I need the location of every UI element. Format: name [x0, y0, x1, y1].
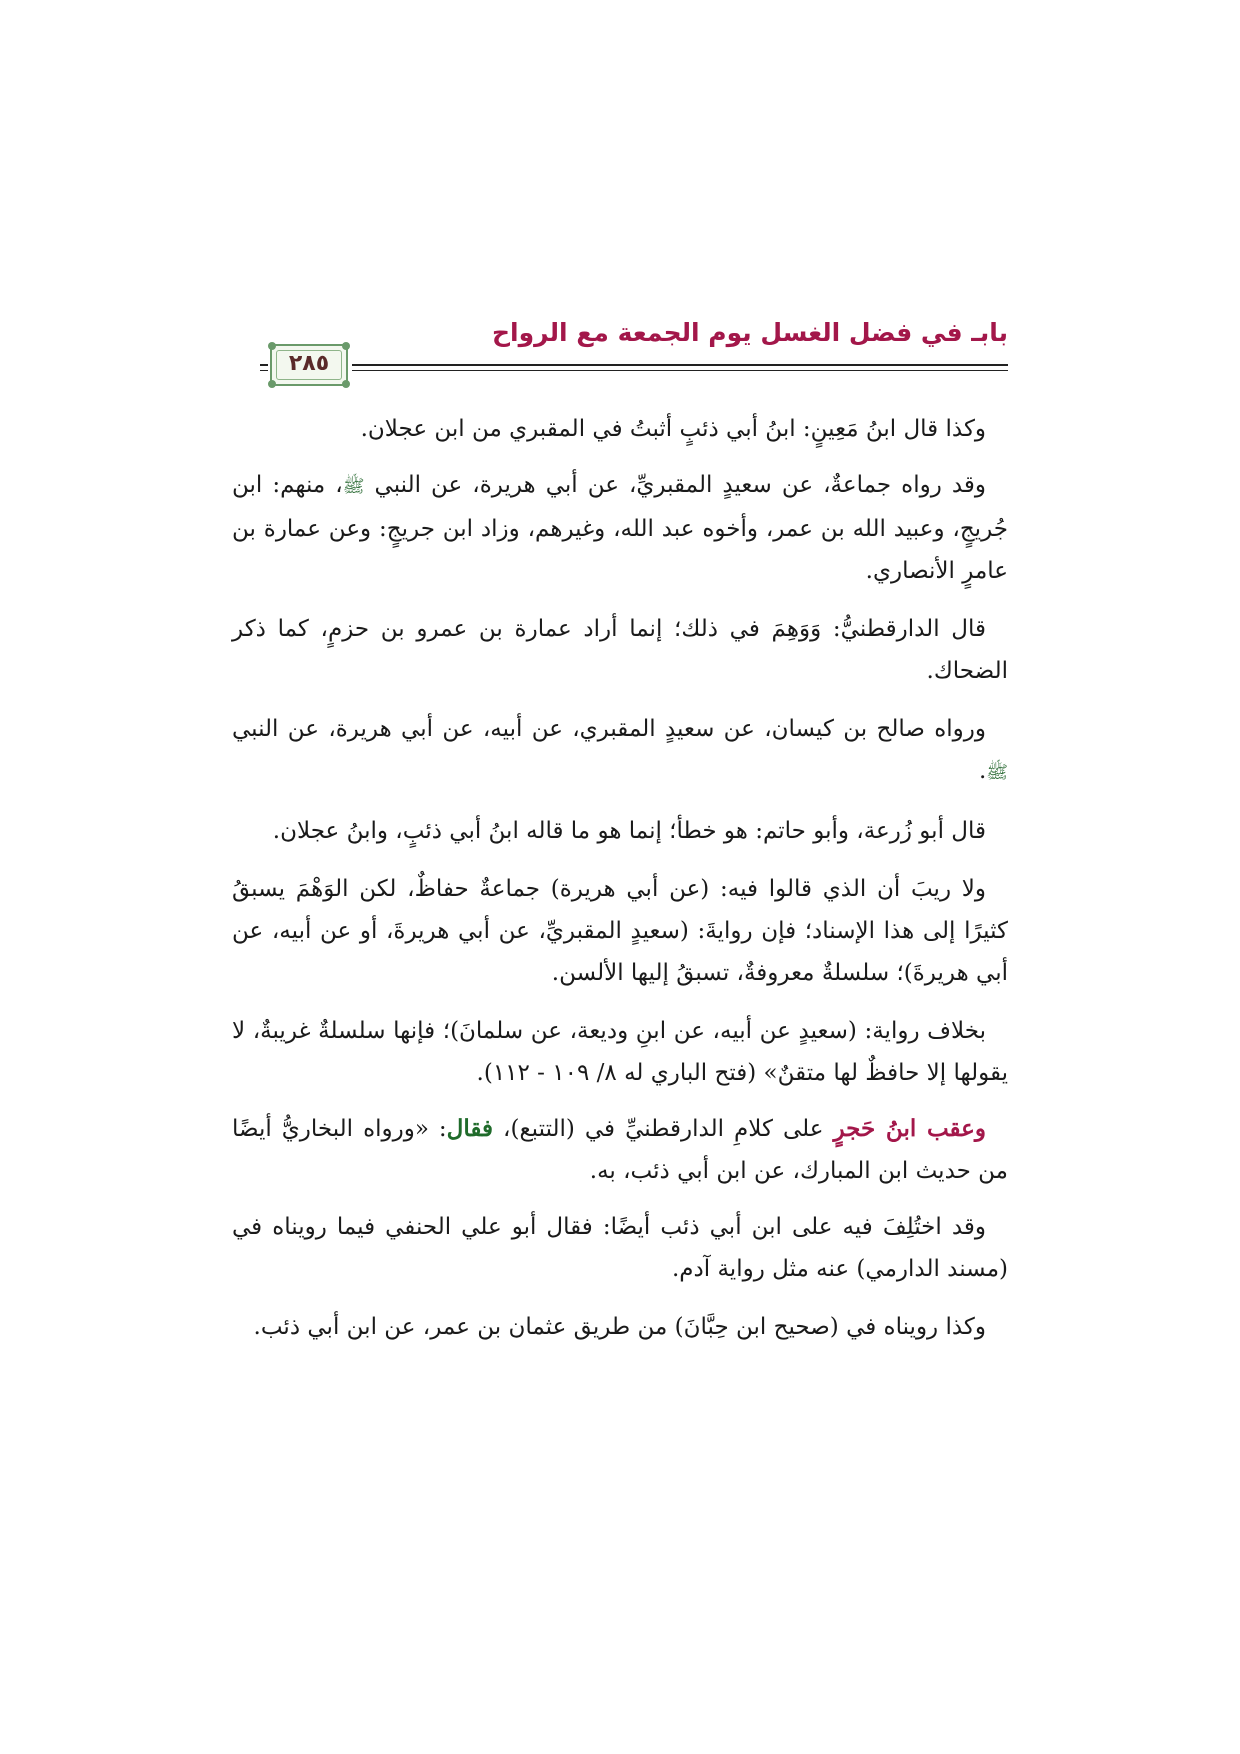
salawat-icon: ﷺ	[342, 476, 365, 497]
paragraph-8-mid: على كلامِ الدارقطنيِّ في (التتبع)،	[493, 1116, 834, 1142]
ornament-corner-icon	[342, 380, 350, 388]
paragraph-8	[232, 1108, 1008, 1192]
author-name-highlight: وعقب ابنُ حَجرٍ	[833, 1115, 986, 1142]
paragraph-8-rest: : «ورواه البخاريُّ أيضًا من حديث ابن المبارك، عن ابن أبي ذئب، به.	[232, 1116, 1008, 1184]
paragraph-3: قال الدارقطنيُّ: وَوَهِمَ في ذلك؛ إنما أراد عمارة بن عمرو بن حزمٍ، كما ذكر الضحاك.	[232, 616, 1008, 684]
page-number: ٢٨٥	[288, 351, 330, 376]
paragraph-2-rest: ، منهم: ابن جُريجٍ، وعبيد الله بن عمر، وأخوه عبد الله، وغيرهم، وزاد ابن جريجٍ: وعن عمارة بن عامرٍ الأنصاري.	[232, 472, 1008, 584]
paragraph-1: وكذا قال ابنُ مَعِينٍ: ابنُ أبي ذئبٍ أثبتُ في المقبري من ابن عجلان.	[360, 416, 986, 442]
paragraph-10: وكذا رويناه في (صحيح ابن حِبَّانَ) من طريق عثمان بن عمر، عن ابن أبي ذئب.	[253, 1314, 986, 1340]
paragraph-7: بخلاف رواية: (سعيدٍ عن أبيه، عن ابنِ وديعة، عن سلمانَ)؛ فإنها سلسلةٌ غريبةٌ، لا يقولها إلا حافظٌ لها متقنٌ» (فتح الباري له ٨/ ١٠٩ - ١١٢).	[232, 1018, 1008, 1086]
paragraph-2-text: وقد رواه جماعةٌ، عن سعيدٍ المقبريِّ، عن أبي هريرة، عن النبي	[374, 472, 987, 498]
said-highlight: فقال	[446, 1115, 494, 1142]
paragraph-4	[232, 708, 1008, 794]
paragraph-2	[232, 464, 1008, 592]
paragraph-6: ولا ريبَ أن الذي قالوا فيه: (عن أبي هريرة) جماعةٌ حفاظٌ، لكن الوَهْمَ يسبقُ كثيرًا إلى هذا الإسناد؛ فإن روايةَ: (سعيدٍ المقبريِّ، عن أبي هريرةَ، أو عن أبيه، عن أبي هريرةَ)؛ سلسلةٌ معروفةٌ، تسبقُ إليها الألسن.	[232, 876, 1008, 986]
page-number-badge	[270, 344, 348, 386]
ornament-corner-icon	[268, 342, 276, 350]
paragraph-4-end: .	[978, 758, 987, 784]
paragraph-9: وقد اختُلِفَ فيه على ابن أبي ذئب أيضًا: فقال أبو علي الحنفي فيما رويناه في (مسند الدارمي) عنه مثل رواية آدم.	[232, 1214, 1008, 1282]
chapter-title: بابـ في فضل الغسل يوم الجمعة مع الرواح	[491, 318, 1008, 347]
header-rule-top	[352, 364, 1008, 366]
page-header	[260, 318, 1008, 382]
ornament-corner-icon	[268, 380, 276, 388]
page-body	[232, 408, 1008, 1364]
header-rule-bottom	[352, 370, 1008, 371]
header-rule-left-top	[260, 364, 268, 366]
paragraph-5: قال أبو زُرعة، وأبو حاتم: هو خطأ؛ إنما هو ما قاله ابنُ أبي ذئبٍ، وابنُ عجلان.	[272, 818, 986, 844]
header-rule-left-bottom	[260, 370, 268, 371]
ornament-corner-icon	[342, 342, 350, 350]
paragraph-4-text: ورواه صالح بن كيسان، عن سعيدٍ المقبري، عن أبيه، عن أبي هريرة، عن النبي	[232, 716, 986, 742]
salawat-icon: ﷺ	[986, 762, 1008, 783]
